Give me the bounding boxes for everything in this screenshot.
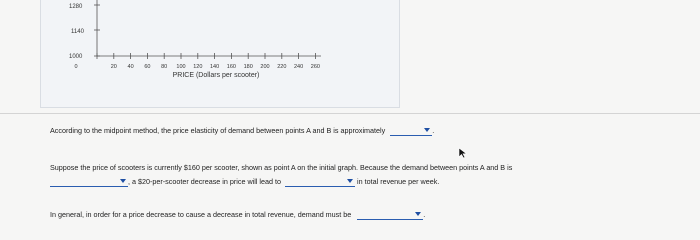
demand-type-dropdown[interactable] (50, 177, 128, 187)
graph-panel (40, 0, 400, 108)
x-tick-label: 20 (110, 64, 117, 70)
revenue-change-dropdown[interactable] (285, 177, 355, 187)
y-tick-label: 1000 (69, 54, 83, 60)
chevron-down-icon (424, 128, 430, 132)
y-tick-label: 1140 (71, 29, 84, 35)
x-tick-label: 120 (193, 64, 203, 70)
x-tick-label: 60 (144, 64, 151, 70)
question-demand-condition (50, 209, 425, 220)
demand-condition-dropdown[interactable] (357, 210, 426, 220)
question-elasticity (50, 125, 434, 136)
elasticity-dropdown[interactable] (390, 126, 435, 136)
x-tick-label: 260 (310, 64, 320, 70)
x-tick-label: 40 (127, 64, 134, 70)
question-text: In general, in order for a price decrease to cause a decrease in total revenue, demand must be (50, 210, 352, 219)
punctuation: . (423, 210, 426, 219)
section-divider (0, 113, 700, 114)
x-tick-label: 180 (243, 64, 253, 70)
chevron-down-icon (415, 212, 421, 216)
x-tick-label: 240 (294, 64, 304, 70)
y-tick-label: 1280 (69, 4, 83, 10)
chevron-down-icon (347, 179, 353, 183)
x-tick-label: 160 (226, 64, 236, 70)
x-ticks (74, 53, 320, 70)
question-revenue-line2 (50, 176, 439, 187)
question-text: According to the midpoint method, the price elasticity of demand between points A and B is approximately (50, 126, 386, 135)
punctuation: . (432, 126, 435, 135)
question-text: Suppose the price of scooters is currently $160 per scooter, shown as point A on the initial graph. Because the demand between points A and B is (50, 163, 513, 172)
x-tick-label: 0 (74, 64, 78, 70)
x-tick-label: 100 (176, 64, 186, 70)
graph-svg (41, 0, 401, 108)
question-text: in total revenue per week. (357, 177, 440, 186)
x-tick-label: 200 (260, 64, 270, 70)
chevron-down-icon (120, 179, 126, 183)
x-tick-label: 80 (161, 64, 168, 70)
x-tick-label: 140 (210, 64, 220, 70)
question-revenue-line1 (50, 162, 512, 173)
mouse-cursor-icon (458, 147, 468, 159)
x-tick-label: 220 (277, 64, 287, 70)
x-axis-label: PRICE (Dollars per scooter) (172, 72, 260, 79)
question-text: , a $20-per-scooter decrease in price will lead to (128, 177, 282, 186)
